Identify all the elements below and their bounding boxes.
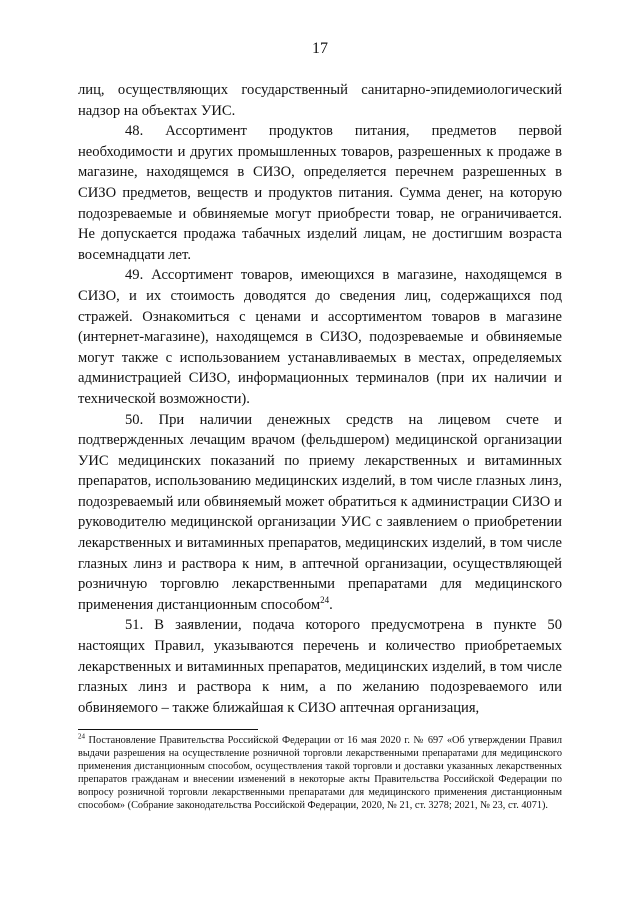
footnote-separator xyxy=(78,729,258,730)
footnote-text: Постановление Правительства Российской Федерации от 16 мая 2020 г. № 697 «Об утверждении Правил выдачи разрешения на осуществление розничной торговли лекарственными препаратами для медицинского применения дистанционным способом, осуществления такой торговли и доставки указанных лекарственных препаратов гражданам и внесении изменений в некоторые акты Правительства Российской Федерации по вопросу розничной торговли лекарственными препаратами для медицинского применения дистанционным способом» (Собрание законодательства Российской Федерации, 2020, № 21, ст. 3278; 2021, № 23, ст. 4071). xyxy=(78,735,562,811)
paragraph-50-end: . xyxy=(329,596,333,613)
page-number: 17 xyxy=(312,40,328,57)
document-body xyxy=(78,80,562,718)
paragraph-50-text: 50. При наличии денежных средств на лицевом счете и подтвержденных лечащим врачом (фельдшером) медицинской организации УИС медицинских показаний по приему лекарственных и витаминных препаратов, использованию медицинских изделий, в том числе глазных линз, подозреваемый или обвиняемый может обратиться к администрации СИЗО и руководителю медицинской организации УИС с заявлением о приобретении лекарственных и витаминных препаратов, медицинских изделий, в том числе глазных линз и раствора к ним, в аптечной организации, осуществляющей розничную торговлю лекарственными препаратами для медицинского применения дистанционным способом xyxy=(78,411,562,613)
paragraph-continuation: лиц, осуществляющих государственный санитарно-эпидемиологический надзор на объектах УИС. xyxy=(78,82,562,119)
paragraph-50 xyxy=(78,410,562,616)
footnote xyxy=(78,734,562,812)
footnote-marker: 24 xyxy=(78,732,85,741)
paragraph-51: 51. В заявлении, подача которого предусмотрена в пункте 50 настоящих Правил, указываются перечень и количество приобретаемых лекарственных и витаминных препаратов, медицинских изделий, в том числе глазных линз и раствора к ним, а по желанию подозреваемого или обвиняемого – также ближайшая к СИЗО аптечная организация, xyxy=(78,617,562,716)
paragraph-49: 49. Ассортимент товаров, имеющихся в магазине, находящемся в СИЗО, и их стоимость доводятся до сведения лиц, содержащихся под стражей. Ознакомиться с ценами и ассортиментом товаров в магазине (интернет-магазине), находящемся в СИЗО, подозреваемые и обвиняемые могут также с использованием устанавливаемых в местах, определяемых администрацией СИЗО, информационных терминалов (при их наличии и технической возможности). xyxy=(78,267,562,407)
paragraph-48: 48. Ассортимент продуктов питания, предметов первой необходимости и других промышленных товаров, разрешенных к продаже в магазине, находящемся в СИЗО, определяется перечнем разрешенных в СИЗО предметов, веществ и продуктов питания. Сумма денег, на которую подозреваемые и обвиняемые могут приобрести товар, не ограничивается. Не допускается продажа табачных изделий лицам, не достигшим возраста восемнадцати лет. xyxy=(78,123,562,263)
footnote-reference: 24 xyxy=(320,594,330,605)
